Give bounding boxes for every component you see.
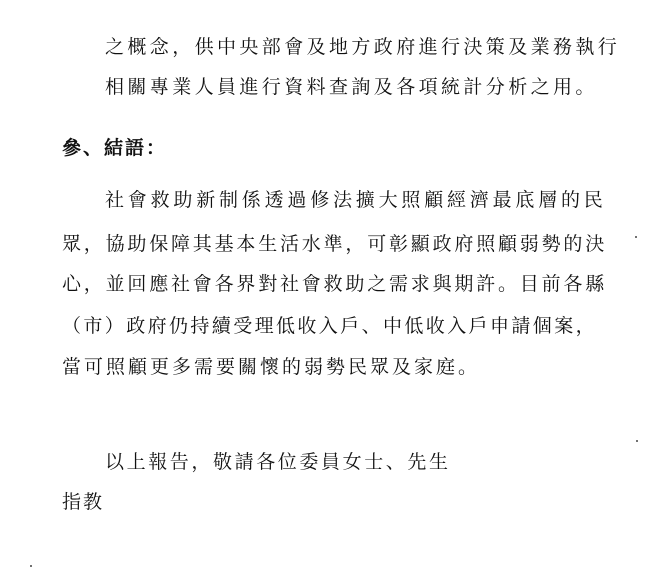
intro-line-2: 相關專業人員進行資料查詢及各項統計分析之用。: [105, 76, 598, 98]
section-heading: 參、結語：: [62, 137, 168, 159]
intro-line-1: 之概念，供中央部會及地方政府進行決策及業務執行: [105, 36, 621, 58]
conclusion-line-4: （市）政府仍持續受理低收入戶、中低收入戶申請個案，: [62, 315, 598, 337]
closing-line: 以上報告，敬請各位委員女士、先生: [105, 451, 451, 473]
conclusion-line-5: 當可照顧更多需要關懷的弱勢民眾及家庭。: [62, 356, 481, 378]
conclusion-line-2: 眾，協助保障其基本生活水準，可彰顯政府照顧弱勢的決: [62, 233, 608, 255]
closing-word: 指教: [62, 491, 105, 513]
conclusion-line-3: 心，並回應社會各界對社會救助之需求與期許。目前各縣: [62, 273, 608, 295]
scan-speck: [30, 565, 32, 567]
conclusion-line-1: 社會救助新制係透過修法擴大照顧經濟最底層的民: [105, 189, 607, 211]
scan-speck: [635, 236, 637, 238]
scan-speck: [636, 440, 638, 442]
